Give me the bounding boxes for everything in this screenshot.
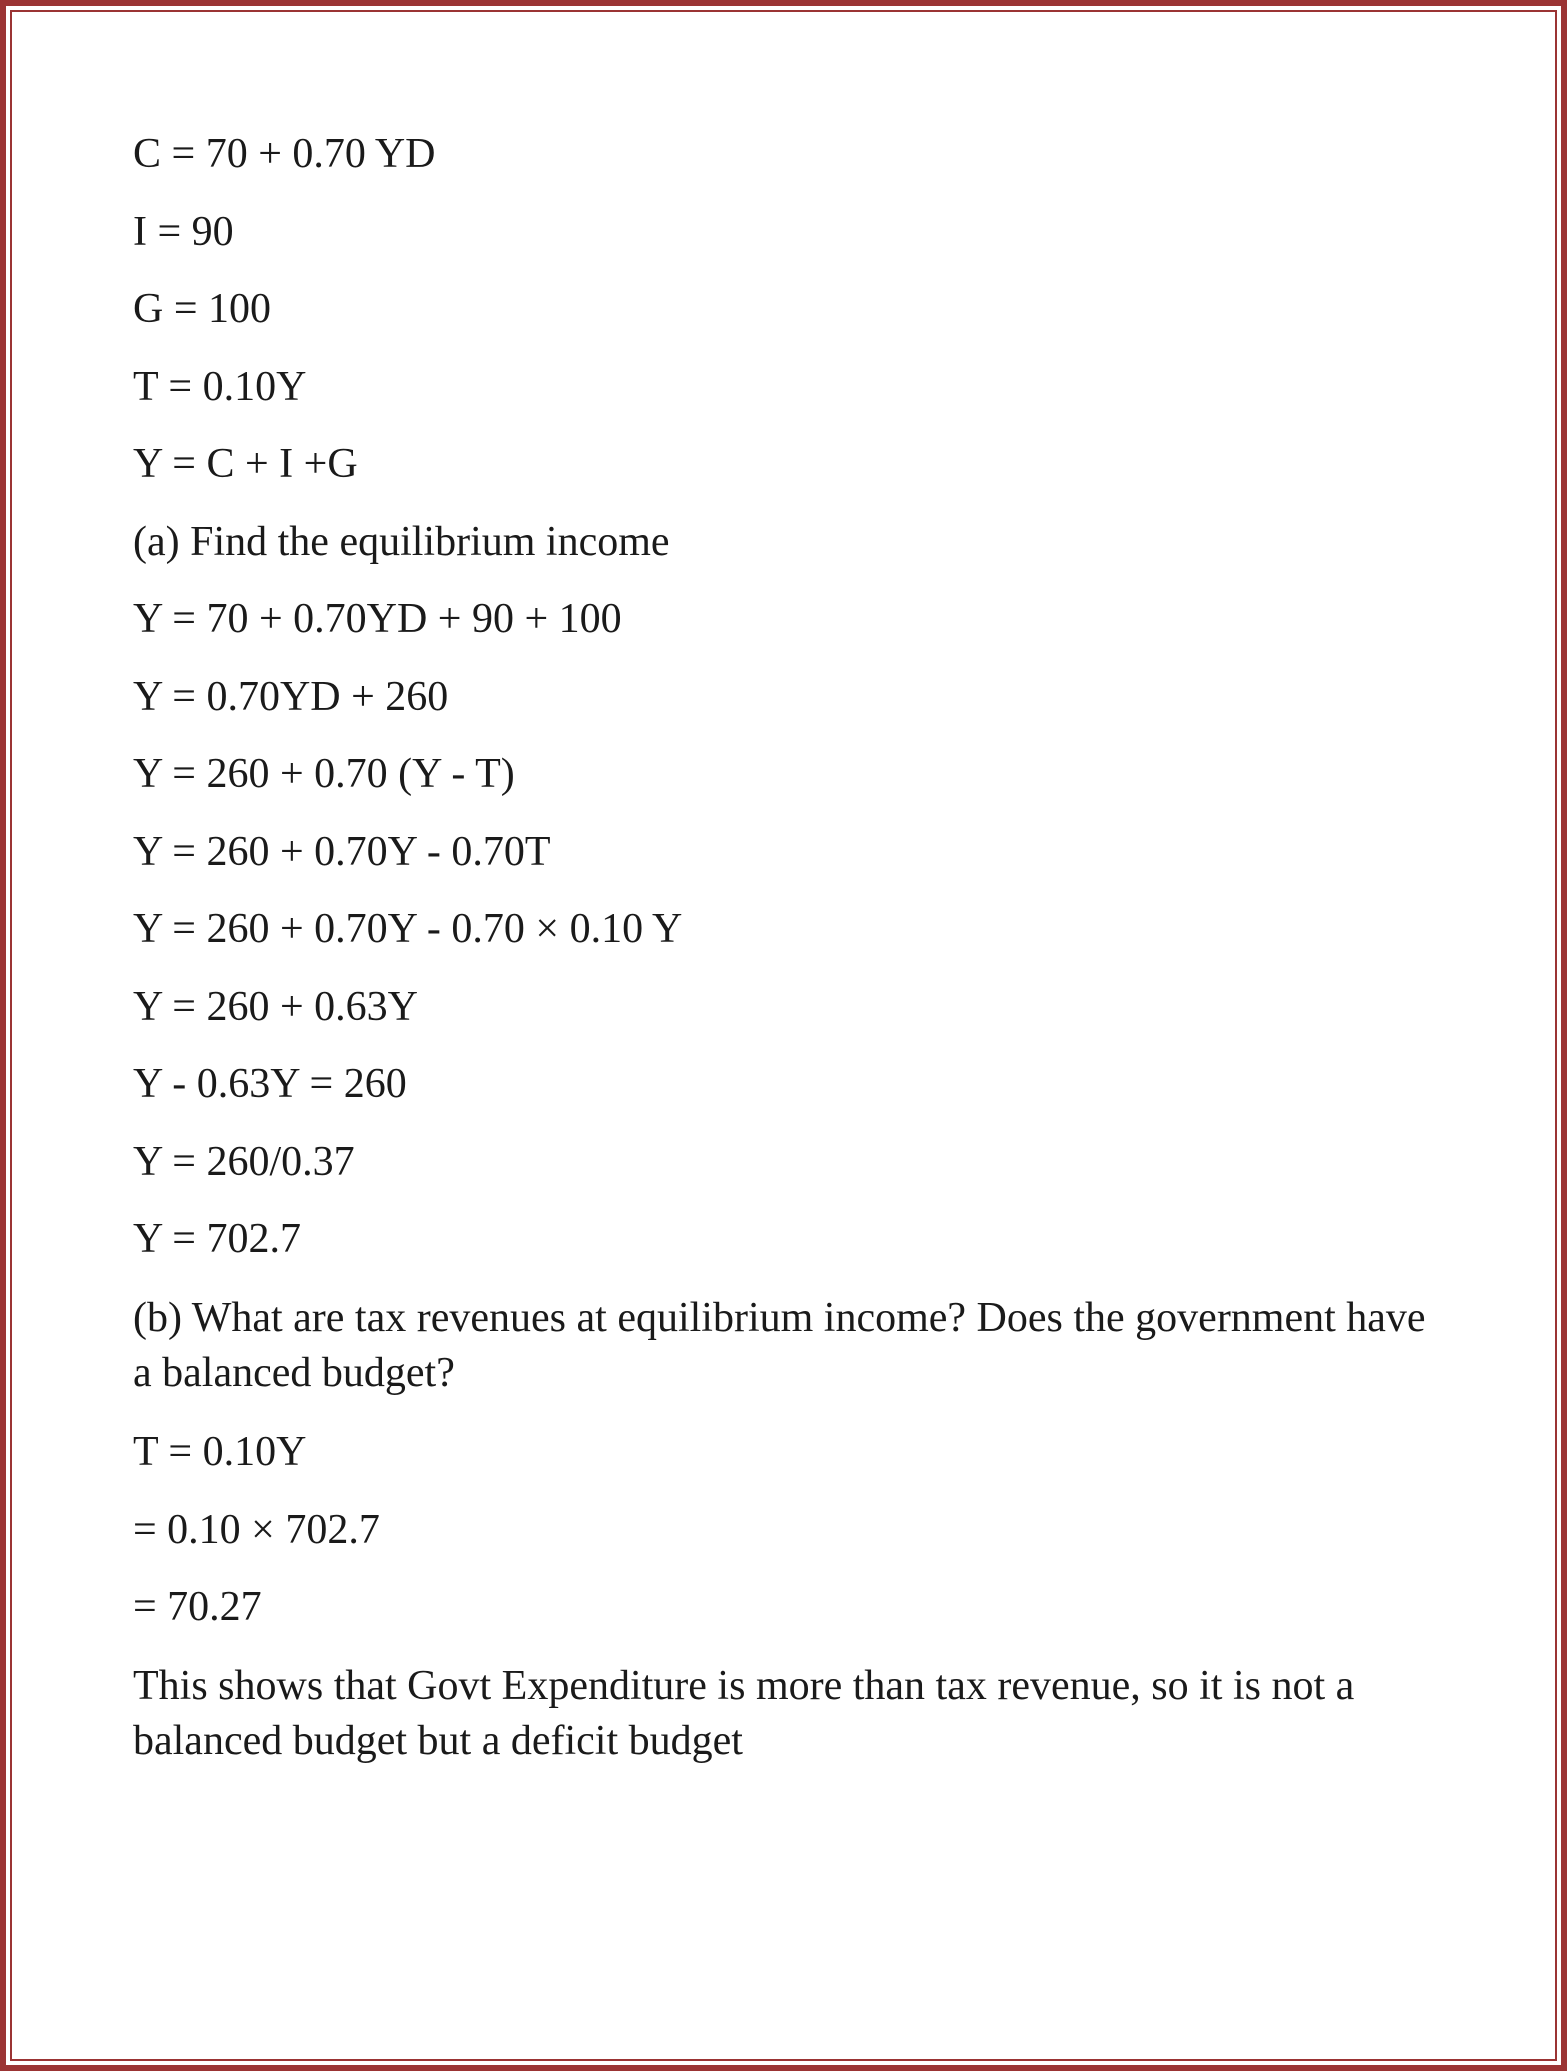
- solution-step-2: Y = 0.70YD + 260: [133, 673, 449, 720]
- tax-step-2: = 0.10 × 702.7: [133, 1506, 380, 1553]
- solution-step-1: Y = 70 + 0.70YD + 90 + 100: [133, 596, 622, 642]
- solution-step-3: Y = 260 + 0.70 (Y - T): [133, 751, 515, 797]
- document-body: [133, 128, 1443, 1794]
- equation-government: G = 100: [133, 286, 272, 332]
- solution-result: Y = 702.7: [133, 1216, 301, 1262]
- tax-result: = 70.27: [133, 1584, 262, 1630]
- solution-step-8: Y = 260/0.37: [133, 1138, 355, 1185]
- solution-step-5: Y = 260 + 0.70Y - 0.70 × 0.10 Y: [133, 906, 683, 952]
- solution-step-7: Y - 0.63Y = 260: [133, 1061, 407, 1107]
- question-b: (b) What are tax revenues at equilibrium income? Does the government have a balanced budget?: [133, 1294, 1426, 1396]
- solution-step-4: Y = 260 + 0.70Y - 0.70T: [133, 828, 551, 875]
- equation-income-identity: Y = C + I +G: [133, 441, 358, 487]
- equation-consumption: C = 70 + 0.70 YD: [133, 131, 436, 177]
- equation-tax: T = 0.10Y: [133, 363, 307, 410]
- question-a: (a) Find the equilibrium income: [133, 518, 670, 565]
- tax-step-1: T = 0.10Y: [133, 1429, 307, 1475]
- equation-investment: I = 90: [133, 208, 234, 255]
- solution-step-6: Y = 260 + 0.63Y: [133, 983, 418, 1030]
- conclusion-text: This shows that Govt Expenditure is more than tax revenue, so it is not a balanced budget but a deficit budget: [133, 1662, 1355, 1764]
